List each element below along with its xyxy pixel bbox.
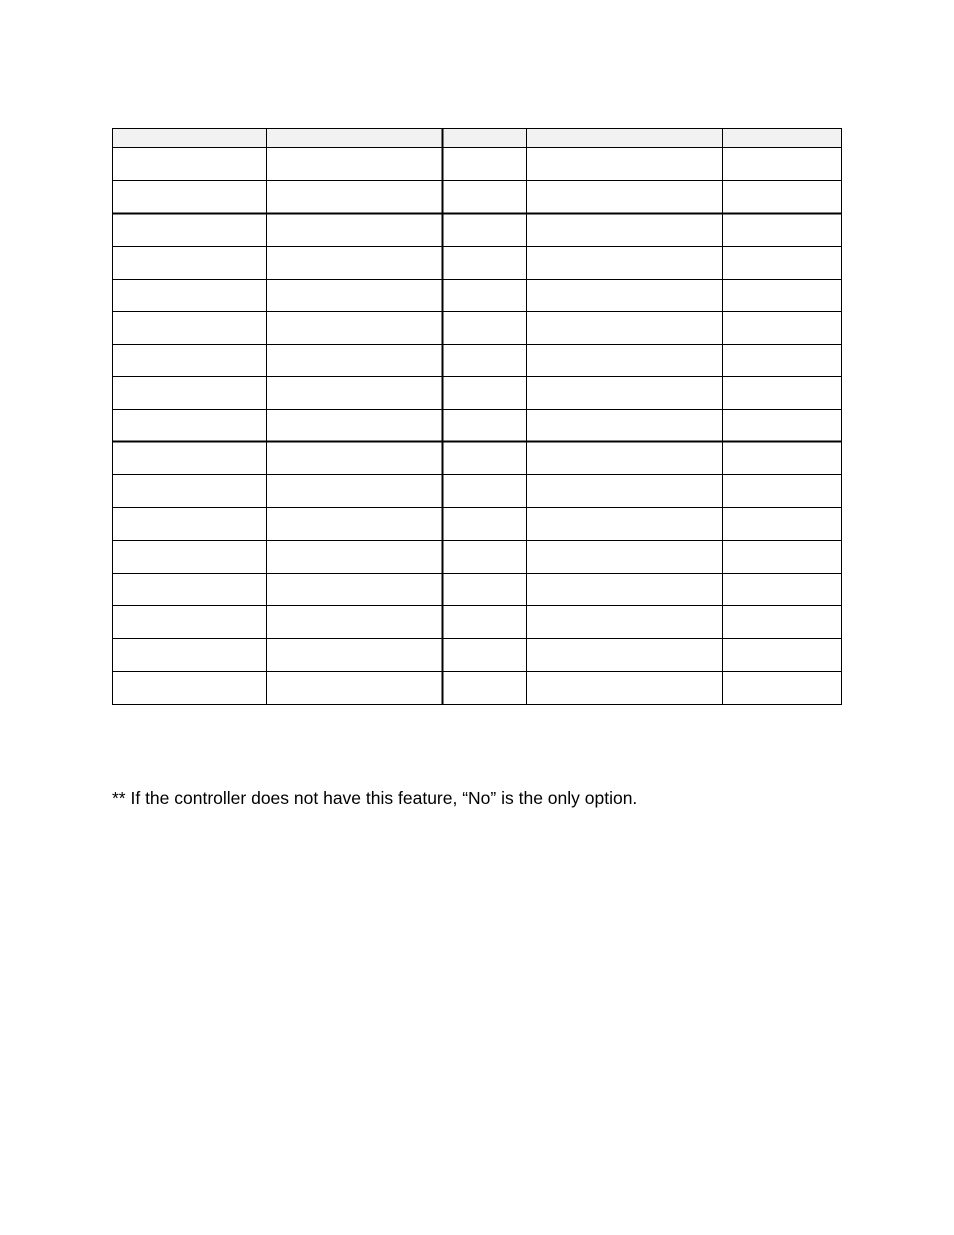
- table-header-row: [112, 128, 841, 147]
- footnote: ** If the controller does not have this feature, “No” is the only option.: [112, 788, 638, 808]
